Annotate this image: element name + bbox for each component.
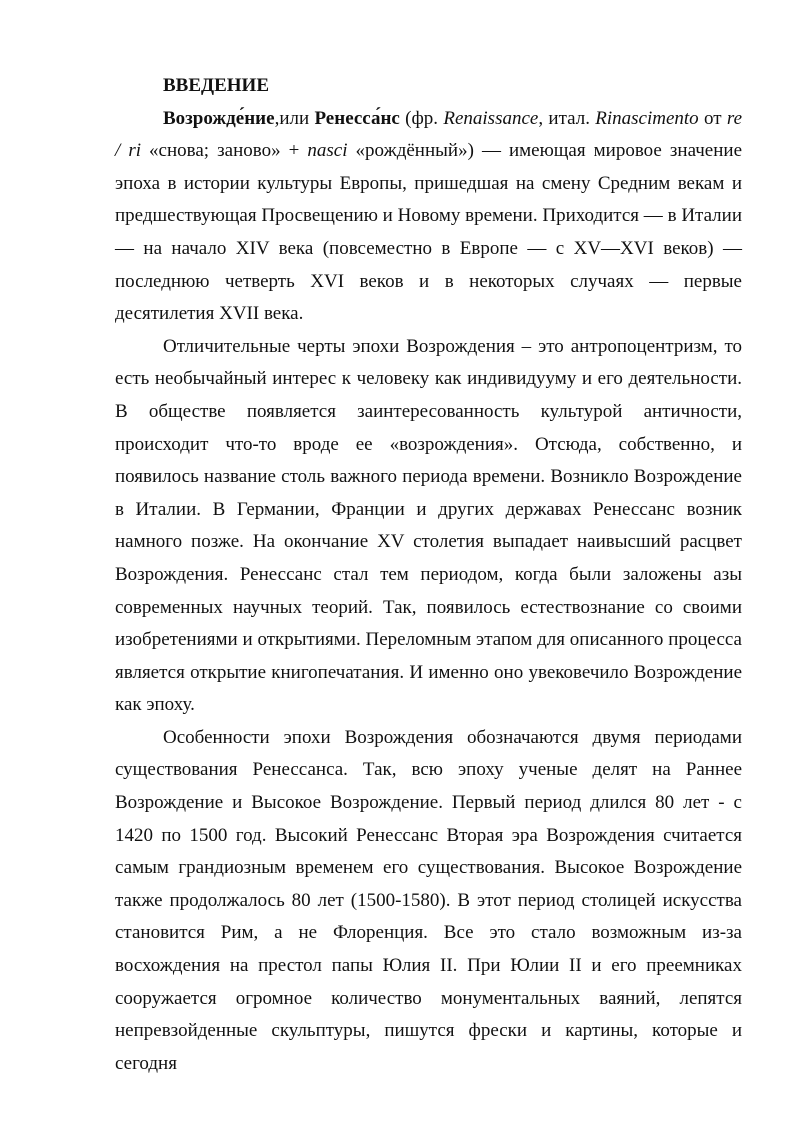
paragraph-features: Отличительные черты эпохи Возрождения – это антропоцентризм, то есть необычайный интерес к человеку как индивидууму и его деятельности. В обществе появляется заинтересованность культурой античности, происходит что-то вроде ее «возрождения». Отсюда, собственно, и появилось название столь важного периода времени. Возникло Возрождение в Италии. В Германии, Франции и других державах Ренессанс возник намного позже. На окончание XV столетия выпадает наивысший расцвет Возрождения. Ренессанс стал тем периодом, когда были заложены азы современных научных теорий. Так, появилось естествознание со своими изобретениями и открытиями. Переломным этапом для описанного процесса является открытие книгопечатания. И именно оно увековечило Возрождение как эпоху. (115, 335, 742, 716)
paragraph-periods: Особенности эпохи Возрождения обозначаются двумя периодами существования Ренессанса. Так, всю эпоху ученые делят на Раннее Возрождение и Высокое Возрождение. Первый период длился 80 лет - с 1420 по 1500 год. Высокий Ренессанс Вторая эра Возрождения считается самым грандиозным временем его существования. Высокое Возрождение также продолжалось 80 лет (1500-1580). В этот период столицей искусства становится Рим, а не Флоренция. Все это стало возможным из-за восхождения на престол папы Юлия II. При Юлии II и его преемниках сооружается огромное количество монументальных ваяний, лепятся непревзойденные скульптуры, пишутся фрески и картины, которые и сегодня (115, 726, 742, 1074)
italian-term: Rinascimento (595, 107, 699, 129)
term-renessans: Ренесса́нс (314, 107, 400, 129)
latin-prefix: re / ri (115, 107, 742, 162)
intro-text-5: «рождённый») — имеющая мировое значение эпоха в истории культуры Европы, пришедшая на смену Средним векам и предшествующая Просвещению и Новому времени. Приходится — в Италии — на начало XIV века (повсеместно в Европе — с XV—XVI веков) — последнюю четверть XVI веков и в некоторых случаях — первые десятилетия XVII века. (115, 140, 743, 325)
page-title: ВВЕДЕНИЕ (163, 75, 269, 96)
document-body (115, 70, 742, 1080)
latin-root: nasci (307, 140, 348, 162)
intro-paragraph (115, 103, 742, 331)
intro-text-3: от (698, 107, 727, 129)
french-term: Renaissance (443, 107, 539, 129)
intro-separator: ,или (274, 107, 315, 129)
term-vozrozhdenie: Возрожде́ние (163, 107, 275, 129)
intro-text-2: , итал. (538, 107, 596, 129)
intro-text-1: (фр. (399, 107, 444, 129)
intro-text-4: «снова; заново» + (141, 140, 308, 162)
